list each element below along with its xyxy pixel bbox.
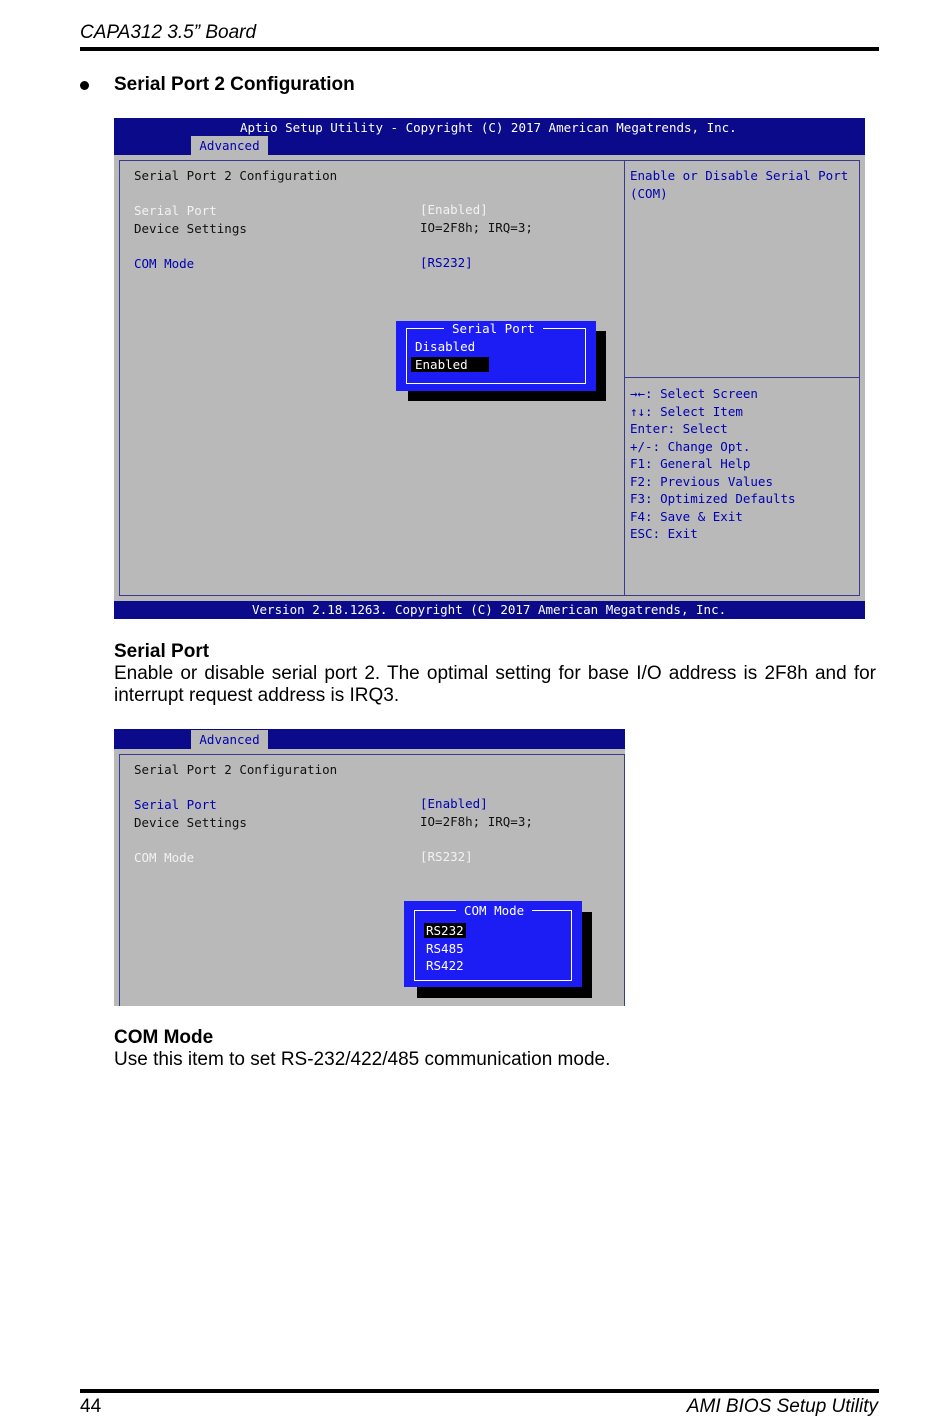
key-change-opt: +/-: Change Opt.	[630, 438, 751, 454]
key-exit: ESC: Exit	[630, 526, 698, 541]
tab-advanced-2[interactable]: Advanced	[191, 730, 268, 749]
popup-option-disabled[interactable]: Disabled	[415, 339, 476, 354]
key-optimized-defaults: F3: Optimized Defaults	[630, 491, 796, 506]
menu-value-serial-port[interactable]: [Enabled]	[420, 202, 488, 217]
menu-item-device-settings: Device Settings	[134, 221, 247, 236]
key-select-item: ↑↓: Select Item	[630, 403, 743, 419]
help-line-1: Enable or Disable Serial Port	[630, 168, 849, 183]
section-title: Serial Port 2 Configuration	[114, 74, 355, 95]
menu-item-com-mode-2[interactable]: COM Mode	[134, 850, 195, 865]
menu-item-device-settings-2: Device Settings	[134, 815, 247, 830]
bios-top-bar	[114, 118, 865, 155]
popup-title-2: COM Mode	[456, 903, 532, 918]
menu-value-device-settings: IO=2F8h; IRQ=3;	[420, 220, 533, 235]
footer-rule	[80, 1389, 879, 1393]
document-header-title: CAPA312 3.5” Board	[80, 22, 257, 43]
menu-value-com-mode[interactable]: [RS232]	[420, 255, 473, 270]
page-number: 44	[80, 1396, 102, 1417]
menu-value-device-settings-2: IO=2F8h; IRQ=3;	[420, 814, 533, 829]
popup-title: Serial Port	[444, 321, 543, 336]
key-previous-values: F2: Previous Values	[630, 473, 773, 489]
bios-top-bar-2	[114, 729, 625, 749]
bios-top-bar-title: Aptio Setup Utility - Copyright (C) 2017 American Megatrends, Inc.	[240, 120, 737, 135]
menu-item-serial-port-2[interactable]: Serial Port	[134, 797, 217, 812]
bios-bottom-bar	[114, 601, 865, 619]
bullet-icon	[80, 81, 89, 90]
bios-divider	[624, 160, 625, 596]
bios-help-divider	[624, 377, 860, 378]
desc-com-mode-title: COM Mode	[114, 1027, 214, 1048]
popup-option-rs485[interactable]: RS485	[426, 941, 464, 956]
key-enter-select: Enter: Select	[630, 421, 728, 436]
bios-screen-serial-port	[114, 118, 865, 619]
desc-com-mode-body: Use this item to set RS-232/422/485 communication mode.	[114, 1049, 611, 1070]
menu-item-serial-port[interactable]: Serial Port	[134, 203, 217, 218]
bios-heading-2: Serial Port 2 Configuration	[134, 762, 338, 777]
help-line-2: (COM)	[630, 186, 668, 201]
bios-heading: Serial Port 2 Configuration	[134, 168, 338, 183]
popup-border	[406, 328, 586, 384]
popup-option-rs422[interactable]: RS422	[426, 958, 464, 973]
popup-option-rs232[interactable]: RS232	[426, 923, 464, 938]
menu-value-serial-port-2[interactable]: [Enabled]	[420, 796, 488, 811]
popup-com-mode	[404, 901, 582, 987]
bios-screen-com-mode	[114, 729, 625, 1006]
popup-option-enabled[interactable]: Enabled	[411, 357, 489, 372]
popup-serial-port	[396, 321, 596, 391]
header-rule	[80, 47, 879, 51]
key-save-exit: F4: Save & Exit	[630, 508, 743, 524]
footer-title: AMI BIOS Setup Utility	[686, 1396, 878, 1417]
bios-bottom-bar-text: Version 2.18.1263. Copyright (C) 2017 American Megatrends, Inc.	[252, 602, 727, 617]
menu-value-com-mode-2[interactable]: [RS232]	[420, 849, 473, 864]
desc-serial-port-body: Enable or disable serial port 2. The optimal setting for base I/O address is 2F8h and for interrupt request address is IRQ3.	[114, 663, 876, 706]
key-general-help: F1: General Help	[630, 456, 751, 471]
tab-advanced[interactable]: Advanced	[191, 136, 268, 155]
key-select-screen: →←: Select Screen	[630, 386, 758, 401]
desc-serial-port-title: Serial Port	[114, 641, 210, 662]
menu-item-com-mode[interactable]: COM Mode	[134, 256, 195, 271]
